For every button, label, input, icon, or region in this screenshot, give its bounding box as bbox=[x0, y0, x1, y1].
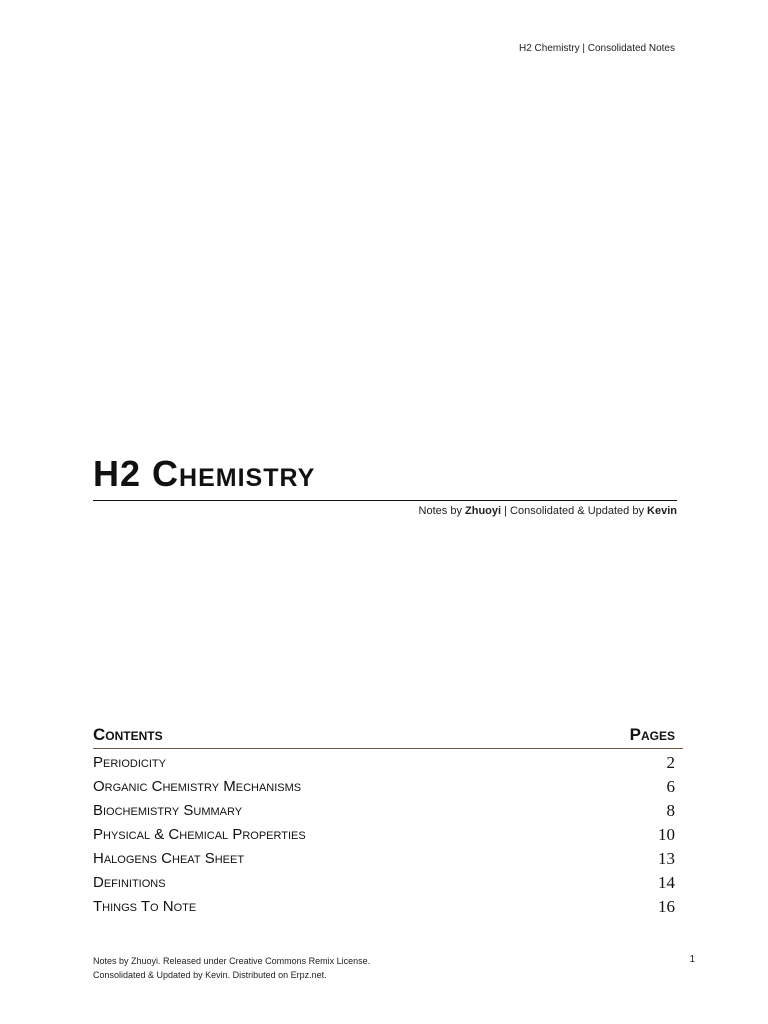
running-header: H2 Chemistry | Consolidated Notes bbox=[519, 43, 675, 54]
document-title: H2 Chemistry bbox=[93, 453, 316, 494]
toc-entry-label: Periodicity bbox=[93, 754, 166, 771]
footer-line-2: Consolidated & Updated by Kevin. Distributed on Erpz.net. bbox=[93, 970, 327, 980]
toc-entry-label: Organic Chemistry Mechanisms bbox=[93, 778, 302, 795]
footer bbox=[93, 954, 370, 982]
toc-entry-page: 16 bbox=[658, 897, 675, 916]
toc-entry bbox=[93, 823, 683, 847]
contents-header bbox=[93, 725, 683, 749]
title-divider bbox=[93, 500, 677, 501]
toc-entry-label: Halogens Cheat Sheet bbox=[93, 850, 245, 867]
table-of-contents bbox=[93, 725, 683, 919]
toc-entry-label: Definitions bbox=[93, 874, 166, 891]
toc-entry-page: 10 bbox=[658, 825, 675, 844]
toc-entry-label: Biochemistry Summary bbox=[93, 802, 243, 819]
pages-heading: Pages bbox=[629, 725, 675, 744]
toc-entry-page: 2 bbox=[666, 753, 675, 772]
byline-prefix: Notes by bbox=[418, 505, 466, 517]
toc-entry-page: 8 bbox=[666, 801, 675, 820]
toc-entry bbox=[93, 895, 683, 919]
footer-line-1: Notes by Zhuoyi. Released under Creative Commons Remix License. bbox=[93, 956, 371, 966]
byline-editor: Kevin bbox=[647, 505, 677, 517]
toc-entry bbox=[93, 775, 683, 799]
page-number: 1 bbox=[689, 954, 695, 965]
toc-entry-label: Physical & Chemical Properties bbox=[93, 826, 306, 843]
toc-entry bbox=[93, 751, 683, 775]
toc-entry-page: 6 bbox=[666, 777, 675, 796]
toc-entry-label: Things To Note bbox=[93, 898, 197, 915]
toc-entry-page: 14 bbox=[658, 873, 675, 892]
byline bbox=[93, 505, 677, 517]
byline-author: Zhuoyi bbox=[465, 505, 502, 517]
toc-entry bbox=[93, 871, 683, 895]
byline-middle: | Consolidated & Updated by bbox=[501, 505, 648, 517]
toc-entry bbox=[93, 847, 683, 871]
title-block bbox=[93, 452, 677, 517]
toc-entry bbox=[93, 799, 683, 823]
toc-entry-page: 13 bbox=[658, 849, 675, 868]
contents-heading: Contents bbox=[93, 725, 163, 744]
